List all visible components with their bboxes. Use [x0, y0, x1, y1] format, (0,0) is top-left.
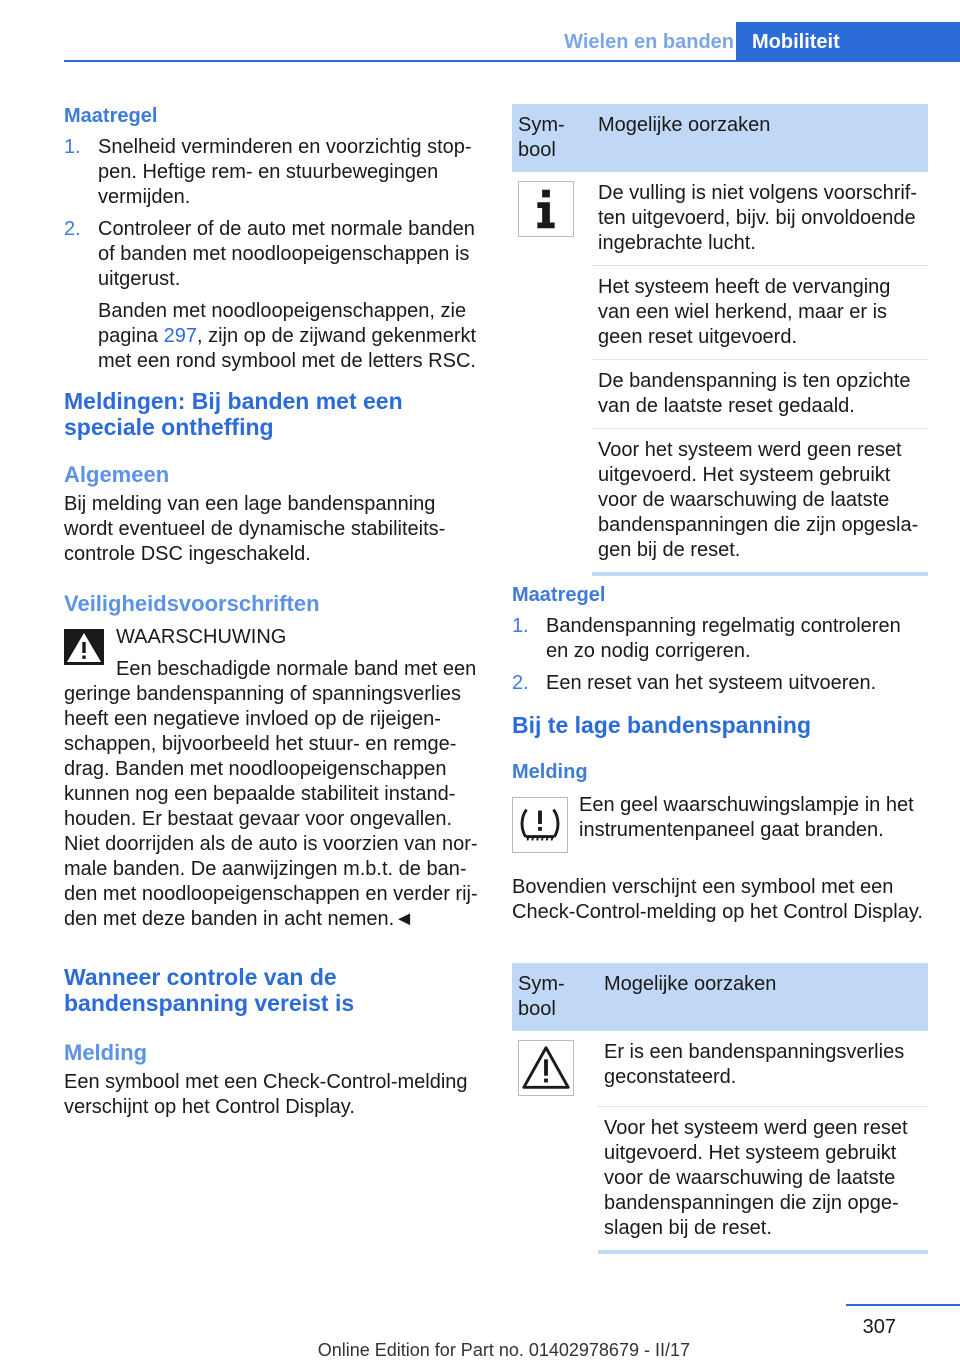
- step-text: Snelheid verminderen en voorzichtig stoppen. Heftige rem- en stuurbewegingen vermijden.: [98, 136, 472, 208]
- table-header-row: [512, 104, 928, 172]
- cause-text: De bandenspanning is ten opzichte van de laatste reset gedaald.: [592, 360, 928, 429]
- maatregel-label: Maatregel: [64, 105, 158, 127]
- cause-text: Voor het systeem werd geen reset uitgevoerd. Het systeem gebruikt voor de waarschuwing de laatste bandenspanningen die zijn opgeslagen bij de reset.: [598, 1106, 928, 1252]
- tire-pressure-symbol-box: [512, 797, 568, 853]
- warning-triangle-icon: [64, 629, 104, 665]
- step-extra-before: Banden met noodloopeigenschappen, zie pagina: [98, 300, 467, 347]
- right-column: [512, 583, 926, 925]
- col-symbol-header: Symbool: [512, 104, 592, 172]
- heading-melding: Melding: [512, 761, 588, 783]
- step-text: Een reset van het systeem uitvoeren.: [546, 672, 877, 694]
- info-symbol-box: [518, 181, 574, 237]
- step-number: 2.: [64, 218, 81, 240]
- col-causes-header: Mogelijke oorzaken: [592, 104, 928, 172]
- algemeen-text: Bij melding van een lage bandenspanning wordt eventueel de dynamische stabiliteitscontrole DSC ingeschakeld.: [64, 493, 446, 565]
- table-header-row: [512, 963, 928, 1031]
- list-item: [64, 135, 478, 210]
- list-item: [512, 671, 926, 696]
- footer-rule: [846, 1304, 960, 1306]
- step-text: Controleer of de auto met normale banden of banden met noodloopeigenschappen is uitgerust.: [98, 218, 475, 290]
- bovendien-text: Bovendien verschijnt een symbool met een Check-Control-melding op het Control Display.: [512, 876, 923, 923]
- step-extra-after: , zijn op de zijwand gekenmerkt met een rond symbool met de letters RSC.: [98, 325, 477, 372]
- section-title: Wielen en banden: [564, 31, 734, 53]
- melding-block: [512, 793, 926, 853]
- list-item: [64, 217, 478, 374]
- warning-symbol-box: [518, 1040, 574, 1096]
- cause-text: Voor het systeem werd geen reset uitgevoerd. Het systeem gebruikt voor de waarschuwing de laatste bandenspanningen die zijn opgeslagen bij de reset.: [592, 429, 928, 575]
- col-causes-header: Mogelijke oorzaken: [598, 963, 928, 1031]
- heading-veiligheid: Veiligheidsvoorschriften: [64, 591, 320, 616]
- step-number: 1.: [64, 136, 81, 158]
- table-row: [512, 1031, 928, 1106]
- step-extra: [98, 299, 478, 374]
- cause-text: Het systeem heeft de vervanging van een wiel herkend, maar er is geen reset uitgevoerd.: [592, 266, 928, 360]
- heading-algemeen: Algemeen: [64, 462, 170, 487]
- warning-text: Een beschadigde normale band met een geringe bandenspanning of spanningsverlies heeft een negatieve invloed op de rijeigenschappen, bijvoorbeeld het stuur- en remgedrag. Banden met noodloopeigenschappen kunnen nog een bepaalde stabiliteit instandhouden. Er bestaat gevaar voor ongevallen. Niet doorrijden als de auto is voorzien van normale banden. De aanwijzingen m.b.t. de banden met noodloopeigenschappen en verder rijden met deze banden in acht nemen.◄: [64, 658, 478, 930]
- maatregel-steps: [512, 614, 926, 696]
- col-symbol-header: Symbool: [512, 963, 598, 1031]
- heading-special: Meldingen: Bij banden met een speciale ontheffing: [64, 388, 403, 440]
- warning-title: WAARSCHUWING: [116, 626, 287, 648]
- chapter-tab: Mobiliteit: [736, 22, 960, 62]
- left-column: [64, 104, 478, 1120]
- tire-pressure-warning-icon: [513, 798, 567, 852]
- maatregel-label: Maatregel: [512, 584, 606, 606]
- page-footer: [0, 1300, 960, 1362]
- causes-table-1: [512, 104, 928, 576]
- maatregel-steps: [64, 135, 478, 374]
- edition-text: Online Edition for Part no. 01402978679 - II/17: [317, 1340, 690, 1360]
- heading-lage: Bij te lage bandenspanning: [512, 712, 812, 738]
- warning-block: [64, 625, 478, 932]
- page-link[interactable]: 297: [163, 325, 197, 347]
- heading-controle: Wanneer controle van de bandenspanning vereist is: [64, 964, 355, 1016]
- page-header: [0, 0, 960, 62]
- cause-text: Er is een bandenspanningsverlies geconstateerd.: [604, 1041, 905, 1088]
- causes-table-2: [512, 963, 928, 1254]
- symbol-cell: [512, 1031, 598, 1252]
- table-row: [512, 172, 928, 266]
- cause-text: De vulling is niet volgens voorschriften uitgevoerd, bijv. bij onvoldoende ingebrachte lucht.: [598, 182, 918, 254]
- step-number: 2.: [512, 672, 529, 694]
- melding-text: Een symbool met een Check-Control-melding verschijnt op het Control Display.: [64, 1071, 468, 1118]
- header-rule: [64, 60, 960, 62]
- warning-icon: [519, 1041, 573, 1095]
- symbol-cell: [512, 172, 592, 574]
- info-icon: [519, 182, 573, 236]
- list-item: [512, 614, 926, 664]
- page-number: 307: [862, 1316, 896, 1338]
- step-number: 1.: [512, 615, 529, 637]
- step-text: Bandenspanning regelmatig controleren en zo nodig corrigeren.: [546, 615, 901, 662]
- heading-melding: Melding: [64, 1040, 148, 1065]
- melding-text: Een geel waarschuwingslampje in het instrumentenpaneel gaat branden.: [579, 794, 914, 841]
